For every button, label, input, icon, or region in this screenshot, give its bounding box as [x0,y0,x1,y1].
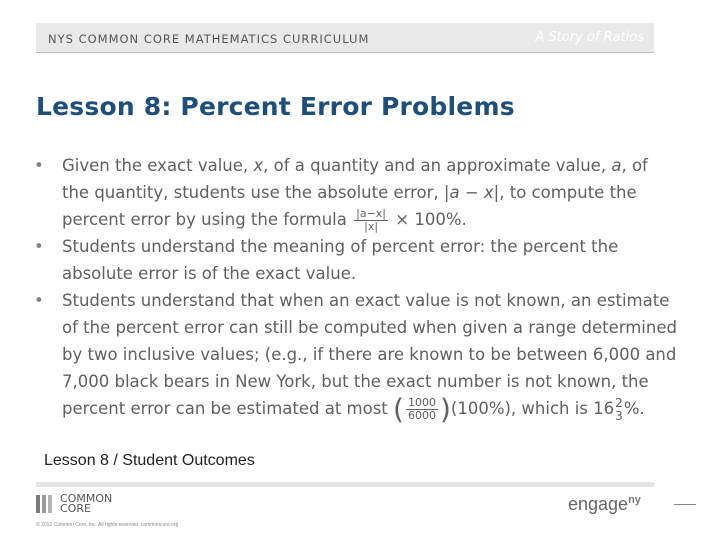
bullet-text: , of a quantity and an approximate value, [263,156,612,175]
module-label: A Story of Ratios [535,30,644,45]
bullet-text: , of the quantity, students use the absolute error, [62,156,648,202]
ny-text: ny [628,494,641,506]
bars-icon [36,495,54,513]
percent-error-fraction [354,208,388,233]
mixed-fraction [615,397,623,423]
mixed-denominator: 3 [615,408,623,423]
common-core-logo [36,494,112,514]
fraction-numerator: 1000 [407,396,436,409]
math-x: x [253,156,264,175]
bullet-item-3 [30,287,680,426]
bullet-text: (100%), which is 16 [450,399,615,418]
fraction-denominator: |x| [364,220,379,233]
fraction-numerator: |a−x| [356,207,387,220]
bullet-list [30,152,680,426]
bullet-dot: • [34,291,44,310]
bullet-text: , to compute the percent error by using the formula [62,183,637,229]
engage-dash [674,504,696,505]
engage-text: engage [568,494,629,514]
math-absolute-error: |a − x| [443,183,500,202]
bullet-dot: • [34,156,44,175]
bullet-dot: • [34,237,44,256]
engageny-logo [568,494,641,515]
curriculum-label: NYS COMMON CORE MATHEMATICS CURRICULUM [48,32,370,46]
bullet-text: Students understand that when an exact value is not known, an estimate of the percent error can still be computed when given a range determined by two inclusive values; (e.g., if there are known to be between 6,000 and 7,000 black bears in New York, but the exact number is not known, the percent error can be estimated at most [62,291,677,418]
mixed-numerator: 2 [615,395,623,410]
fraction-denominator: 6000 [407,409,436,422]
bullet-text: × 100%. [390,210,467,229]
bears-fraction [406,397,438,422]
copyright-text: © 2012 Common Core, Inc. All rights reserved. commoncore.org [36,522,179,528]
cc-line1: COMMON [60,492,113,505]
header-bar [36,23,654,53]
bullet-text: %. [623,399,645,418]
paren-close: ) [439,392,451,426]
footer-divider [36,482,654,487]
bullet-item-2 [30,233,680,287]
cc-line2: CORE [60,502,91,515]
page-title: Lesson 8: Percent Error Problems [36,92,515,121]
bullet-item-1 [30,152,680,233]
paren-open: ( [393,392,404,426]
math-a: a [611,156,622,175]
common-core-wordmark [60,494,112,514]
bullet-text: Given the exact value, [62,156,254,175]
bullet-text: Students understand the meaning of percent error: the percent the absolute error is of the exact value. [62,237,619,283]
outcomes-label: Lesson 8 / Student Outcomes [44,452,255,469]
